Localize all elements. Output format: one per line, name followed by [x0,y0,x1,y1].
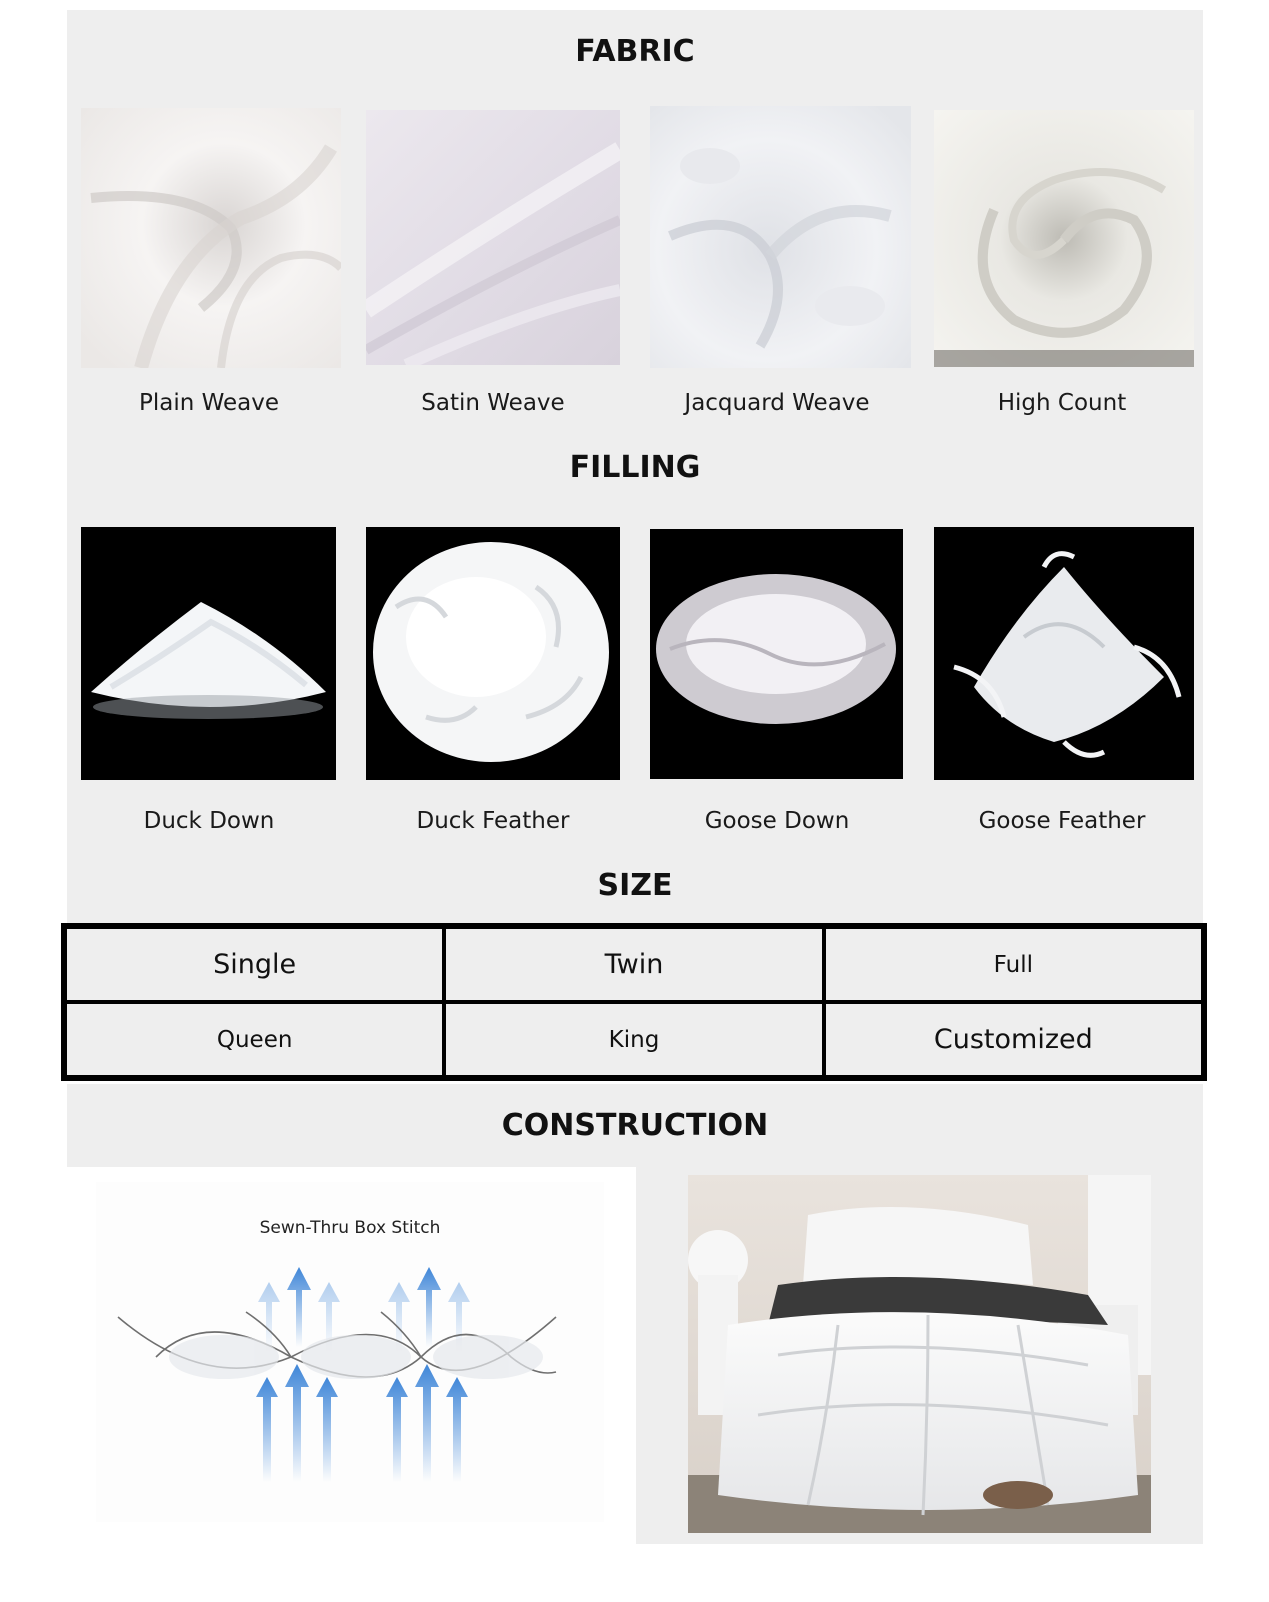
size-row [65,1002,1203,1077]
size-cell-king: King [444,1002,823,1077]
size-table [61,923,1207,1081]
size-cell-twin: Twin [444,927,823,1002]
duck-down-image [81,527,336,780]
size-row [65,927,1203,1002]
high-count-image [934,110,1194,367]
box-stitch-diagram [96,1182,604,1522]
jacquard-weave-image [650,106,911,368]
plain-weave-caption: Plain Weave [138,390,280,416]
high-count-caption: High Count [997,390,1127,416]
goose-feather-caption: Goose Feather [978,808,1146,834]
duck-feather-image [366,527,620,780]
filling-title: FILLING [569,450,701,485]
size-cell-customized: Customized [824,1002,1203,1077]
duck-feather-caption: Duck Feather [416,808,570,834]
size-title: SIZE [597,868,673,903]
construction-title: CONSTRUCTION [501,1108,769,1143]
goose-down-image [650,529,903,779]
duck-down-caption: Duck Down [143,808,275,834]
box-stitch-label: Sewn-Thru Box Stitch [259,1218,441,1238]
goose-down-caption: Goose Down [704,808,850,834]
satin-weave-caption: Satin Weave [421,390,565,416]
satin-weave-image [366,110,620,365]
plain-weave-image [81,108,341,368]
jacquard-weave-caption: Jacquard Weave [684,390,870,416]
goose-feather-image [934,527,1194,780]
fabric-title: FABRIC [575,34,695,69]
size-cell-full: Full [824,927,1203,1002]
size-cell-queen: Queen [65,1002,444,1077]
box-stitch-illustration [96,1182,604,1522]
comforter-bed-photo [688,1175,1151,1533]
size-cell-single: Single [65,927,444,1002]
